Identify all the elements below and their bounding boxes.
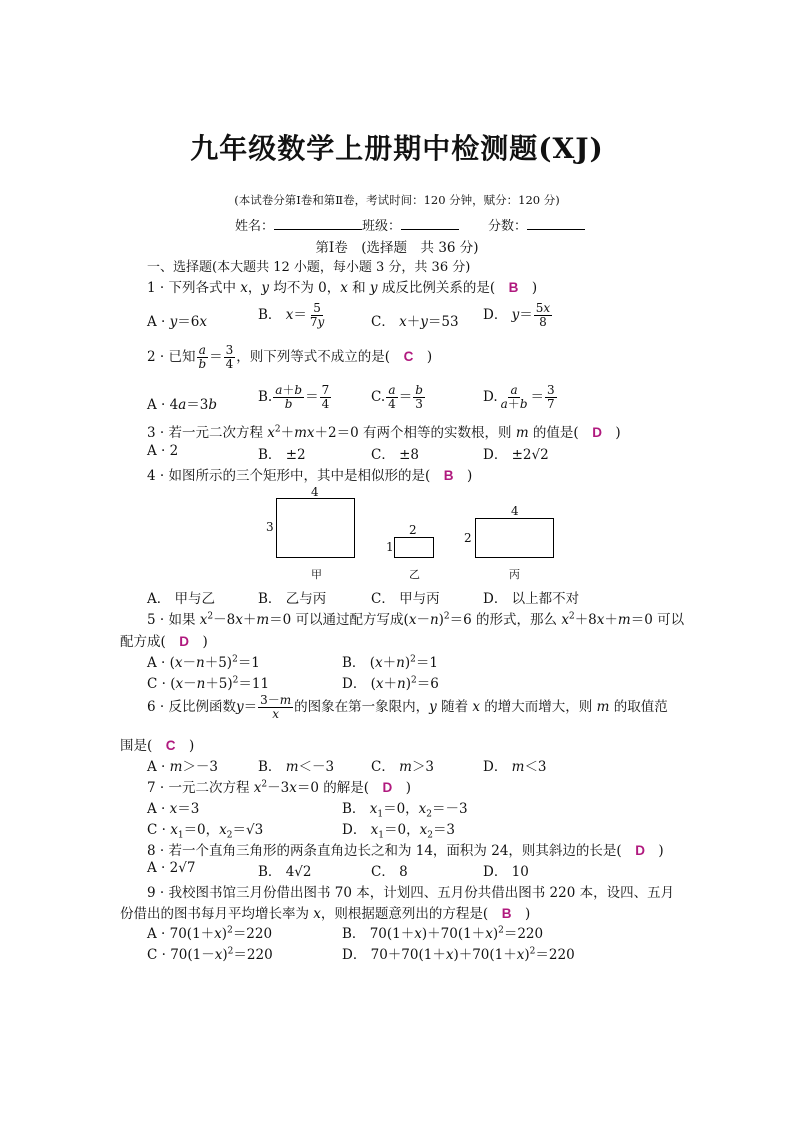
name-label: 姓名：	[235, 219, 275, 234]
q2-option-c: C. $\frac{a}{4}$ ＝ $\frac{b}{3}$	[371, 383, 423, 411]
q5-option-a: $A \cdot (x-n+5)^2=1$	[147, 654, 260, 671]
q3-option-b: B． ±2	[258, 447, 306, 463]
question-8: 8 · 若一个直角三角形的两条直角边长之和为 14，面积为 24，则其斜边的长是( D )	[147, 843, 664, 859]
q8-option-a: A · 2√7	[147, 860, 196, 876]
class-field[interactable]	[362, 215, 459, 234]
q7-option-b: B． $x_1=0$，$x_2=-3$	[342, 801, 468, 820]
q4-option-a: A． 甲与乙	[147, 591, 216, 607]
q2-option-d: D. $\frac{a}{a+b}$ ＝ $\frac{3}{7}$	[483, 383, 555, 411]
rect-bing	[475, 518, 554, 558]
rect-yi	[394, 537, 434, 558]
q3-option-c: C． ±8	[371, 447, 420, 463]
page-title: 九年级数学上册期中检测题(XJ)	[190, 132, 604, 165]
q7-option-d: D． $x_1=0$，$x_2=3$	[342, 822, 456, 841]
q3-option-a: A · 2	[147, 443, 179, 459]
q6-option-b: B． m＜－3	[258, 759, 335, 775]
q8-option-b: B． 4√2	[258, 864, 312, 880]
answer-6: C	[165, 738, 176, 753]
answer-1: B	[508, 280, 519, 295]
question-1: 1 · 下列各式中 x，y 均不为 0，x 和 y 成反比例关系的是( B )	[147, 280, 538, 296]
question-4: 4 · 如图所示的三个矩形中，其中是相似形的是( B )	[147, 468, 473, 484]
q2-option-a: A · 4a＝3b	[147, 397, 218, 413]
q8-option-c: C． 8	[371, 864, 408, 880]
section-title: 第Ⅰ卷 (选择题 共 36 分)	[315, 240, 479, 256]
question-6: 6 · 反比例函数y＝ $\frac{3-m}{x}$ 的图象在第一象限内，y 随着 x 的增大而增大，则 m 的取值范	[147, 693, 668, 721]
q1-option-c: C． x＋y＝53	[371, 314, 459, 330]
q5-option-d: D． $(x+n)^2=6$	[342, 675, 439, 692]
q1-option-b: B． x＝ $\frac{5}{7y}$	[258, 301, 325, 329]
q9-option-d: D． $70+70(1+x)+70(1+x)^2=220$	[342, 946, 575, 963]
answer-8: D	[635, 843, 645, 858]
question-6-cont: 围是( C )	[120, 738, 195, 754]
q7-option-a: A · x＝3	[147, 801, 200, 817]
question-5-cont: 配方成( D )	[120, 634, 208, 650]
label-yi: 乙	[409, 568, 420, 581]
question-7: 7 · 一元二次方程 $x^2-3x=0$ 的解是( D )	[147, 779, 412, 796]
q5-option-b: B． $(x+n)^2=1$	[342, 654, 438, 671]
question-3: 3 · 若一元二次方程 $x^2+mx+2=0$ 有两个相等的实数根，则 m 的值是( D )	[147, 424, 621, 441]
q6-option-d: D． m＜3	[483, 759, 547, 775]
answer-2: C	[403, 349, 414, 364]
q8-option-d: D． 10	[483, 864, 529, 880]
answer-9: B	[501, 906, 512, 921]
q1-option-d: D． y＝ $\frac{5x}{8}$	[483, 301, 551, 329]
answer-4: B	[443, 468, 454, 483]
class-label: 班级：	[362, 219, 402, 234]
label-jia: 甲	[311, 568, 322, 581]
score-field[interactable]	[488, 215, 585, 234]
q6-option-a: A · m＞－3	[147, 759, 219, 775]
q7-option-c: $C \cdot x_1=0$，$x_2=√3$	[147, 822, 264, 841]
q4-option-d: D． 以上都不对	[483, 591, 580, 607]
answer-5: D	[179, 634, 190, 649]
q9-option-a: $A \cdot 70(1+x)^2=220$	[147, 925, 273, 942]
part-title: 一、选择题(本大题共 12 小题，每小题 3 分，共 36 分)	[147, 260, 471, 275]
question-2: 2 · 已知 $\frac{a}{b}$ ＝ $\frac{3}{4}$ ，则下列等式不成立的是( C )	[147, 343, 433, 371]
q4-option-b: B． 乙与丙	[258, 591, 327, 607]
q5-option-c: $C \cdot (x-n+5)^2=11$	[147, 675, 270, 692]
question-5: 5 · 如果 $x^2-8x+m=0$ 可以通过配方写成$(x-n)^2=6$ 的形式，那么 $x^2+8x+m=0$ 可以	[147, 611, 685, 628]
q1-option-a: A · y＝6x	[147, 314, 207, 330]
question-9: 9 · 我校图书馆三月份借出图书 70 本，计划四、五月份共借出图书 220 本，设四、五月	[147, 885, 675, 901]
q2-option-b: B. $\frac{a+b}{b}$ ＝ $\frac{7}{4}$	[258, 383, 330, 411]
q4-option-c: C． 甲与丙	[371, 591, 440, 607]
q9-option-c: $C \cdot 70(1-x)^2=220$	[147, 946, 273, 963]
rect-jia	[276, 498, 355, 558]
name-field[interactable]	[235, 215, 362, 234]
q6-option-c: C． m＞3	[371, 759, 435, 775]
question-9-cont: 份借出的图书每月平均增长率为 x，则根据题意列出的方程是( B )	[120, 906, 531, 922]
answer-7: D	[382, 780, 393, 795]
score-label: 分数：	[488, 219, 528, 234]
label-bing: 丙	[509, 568, 520, 581]
exam-note: (本试卷分第Ⅰ卷和第Ⅱ卷，考试时间：120 分钟，赋分：120 分)	[234, 193, 560, 207]
q9-option-b: B． $70(1+x)+70(1+x)^2=220$	[342, 925, 544, 942]
answer-3: D	[592, 425, 602, 440]
q3-option-d: D． ±2√2	[483, 447, 549, 463]
